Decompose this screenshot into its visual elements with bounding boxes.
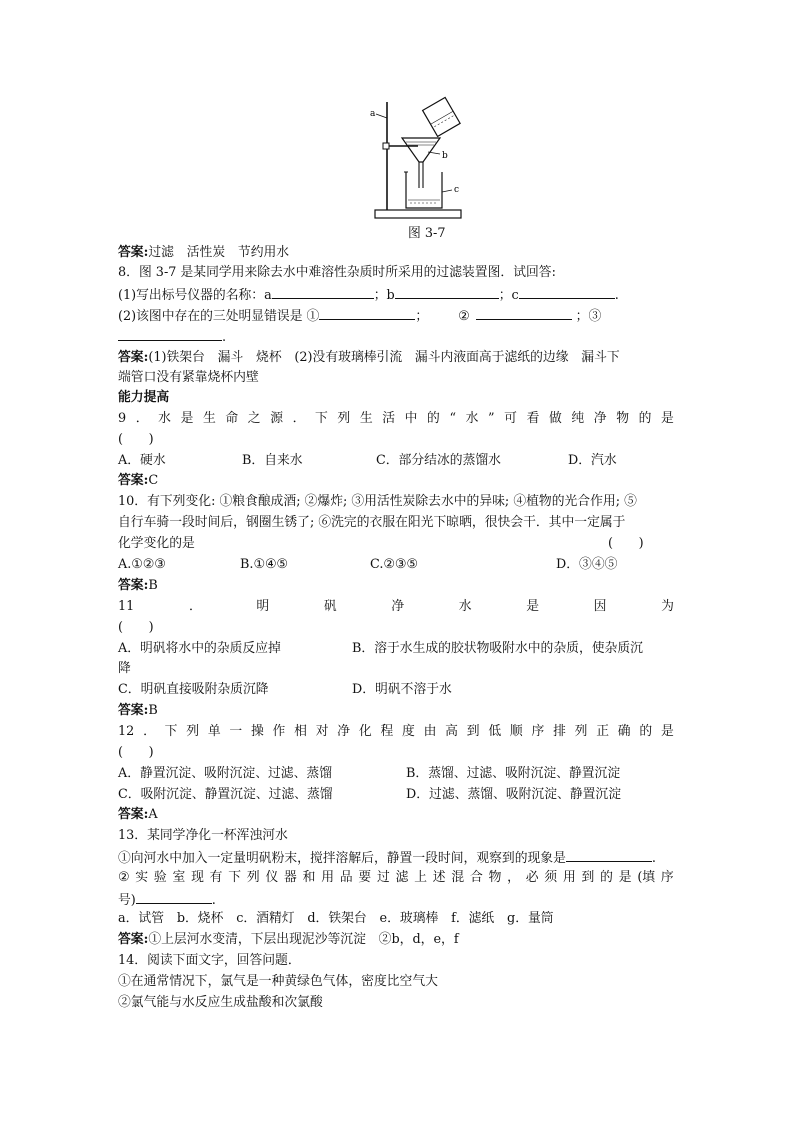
- q9-stem-char: 中: [404, 411, 418, 426]
- q12-stem-char: 的: [639, 724, 653, 739]
- q11-stem-char: 明: [256, 599, 270, 614]
- q10-option-d[interactable]: D．③④⑤: [556, 557, 618, 572]
- q10-line2: 自行车骑一段时间后，钢圈生锈了; ⑥洗完的衣服在阳光下晾晒，很快会干．其中一定属于: [118, 515, 626, 530]
- q9-stem-char: 之: [247, 411, 261, 426]
- q14-line1: ①在通常情况下，氯气是一种黄绿色气体，密度比空气大: [118, 974, 438, 989]
- q10-answer: 答案:B: [118, 578, 158, 593]
- q11-stem-char: 是: [526, 599, 540, 614]
- q8-part2-cont: .: [118, 327, 226, 347]
- section-title: 能力提高: [118, 390, 170, 405]
- q9-stem-char: 的: [638, 411, 652, 426]
- q13-blank-1[interactable]: [566, 848, 652, 862]
- q13-part2-char: 要: [358, 870, 372, 885]
- q9-stem-char: 的: [427, 411, 440, 426]
- q9-stem-char: 活: [382, 411, 396, 426]
- q12-stem-char: 操: [250, 724, 264, 739]
- q9-stem-char: 水: [465, 411, 479, 426]
- q9-stem-char: 是: [661, 411, 674, 426]
- q12-stem-char: 化: [358, 724, 372, 739]
- q12-option-b[interactable]: B．蒸馏、过滤、吸附沉淀、静置沉淀: [406, 766, 621, 781]
- q12-stem-char: 程: [380, 724, 394, 739]
- q9-stem-char: “: [449, 411, 456, 426]
- q9-stem-char: 看: [526, 411, 540, 426]
- q8-stem: 8．图 3-7 是某同学用来除去水中难溶性杂质时所采用的过滤装置图．试回答:: [118, 265, 556, 280]
- q10-options: [118, 556, 678, 574]
- q12-stem-char: 到: [466, 724, 480, 739]
- q9-stem-char: 是: [180, 411, 194, 426]
- q9-option-b[interactable]: B．自来水: [242, 453, 303, 468]
- q12-paren: ( ): [118, 745, 154, 760]
- q13-part2-char: 到: [581, 870, 595, 885]
- q13-part2-char: 须: [544, 870, 558, 885]
- q13-blank-2[interactable]: [136, 890, 212, 904]
- q12-stem-char: 下: [164, 724, 178, 739]
- q11-answer: 答案:B: [118, 703, 158, 718]
- q13-part2-char: 合: [469, 870, 483, 885]
- q13-part2-char: 仪: [265, 870, 279, 885]
- q9-stem-char: ”: [488, 411, 495, 426]
- q8-answer: 答案:(1)铁架台 漏斗 烧杯 (2)没有玻璃棒引流 漏斗内液面高于滤纸的边缘 漏斗下: [118, 350, 620, 365]
- q11-stem-char: 水: [458, 599, 472, 614]
- q12-stem: [118, 723, 674, 741]
- q12-stem-char: 列: [574, 724, 588, 739]
- q8-blank-3[interactable]: [118, 327, 222, 341]
- q11-stem: [118, 598, 674, 616]
- q12-stem-char: 一: [229, 724, 243, 739]
- q9-option-d[interactable]: D．汽水: [568, 453, 617, 468]
- q11-stem-char: ．: [188, 599, 202, 614]
- q13-part2-char: 滤: [395, 870, 409, 885]
- q13-part2-char: 过: [377, 870, 390, 885]
- q10-option-a[interactable]: A.①②③: [118, 557, 166, 572]
- q9-stem-char: ．: [135, 411, 149, 426]
- q13-part2-char: 物: [488, 870, 502, 885]
- q9-stem-char: 水: [158, 411, 171, 426]
- q13-part2: [118, 869, 674, 887]
- q12-option-c[interactable]: C．吸附沉淀、静置沉淀、过滤、蒸馏: [118, 787, 333, 802]
- q13-part1: ①向河水中加入一定量明矾粉末，搅拌溶解后，静置一段时间，观察到的现象是 .: [118, 848, 656, 868]
- q11-option-a[interactable]: A．明矾将水中的杂质反应掉: [118, 641, 281, 656]
- q13-items: a．试管 b．烧杯 c．酒精灯 d．铁架台 e．玻璃棒 f．滤纸 g．量筒: [118, 911, 554, 926]
- filtration-diagram: [370, 96, 470, 226]
- q8-blank-b[interactable]: [395, 285, 499, 299]
- q9-options: [118, 452, 678, 470]
- q13-part2-char: 序: [660, 870, 674, 885]
- q10-option-b[interactable]: B.①④⑤: [240, 557, 288, 572]
- q13-part2-char: 用: [321, 870, 335, 885]
- q8-part2: (2)该图中存在的三处明显错误是 ① ； ② ；③: [118, 306, 601, 326]
- q9-stem-char: 净: [593, 411, 607, 426]
- filtration-apparatus-figure: [370, 96, 470, 236]
- q12-stem-char: 排: [553, 724, 566, 739]
- stand-base: [375, 210, 461, 218]
- q9-stem-char: 下: [315, 411, 328, 426]
- q12-stem-char: 低: [488, 724, 502, 739]
- q13-part2-char: 下: [228, 870, 242, 885]
- q9-stem-char: 做: [548, 411, 562, 426]
- q12-stem-char: 净: [337, 724, 351, 739]
- label-c: c: [454, 185, 460, 195]
- q11-options-cd: [118, 681, 678, 699]
- q12-option-d[interactable]: D．过滤、蒸馏、吸附沉淀、静置沉淀: [406, 787, 622, 802]
- q13-part2-char: 有: [209, 870, 223, 885]
- q11-paren: ( ): [118, 620, 154, 635]
- figure-caption: 图 3-7: [408, 226, 446, 241]
- q13-part2-char: 混: [451, 870, 465, 885]
- q13-part2-char: 必: [525, 870, 539, 885]
- q8-blank-2[interactable]: [476, 306, 572, 320]
- q12-stem-char: 度: [402, 724, 415, 739]
- q13-part2-char: 室: [172, 870, 186, 885]
- q12-option-a[interactable]: A．静置沉淀、吸附沉淀、过滤、蒸馏: [118, 766, 332, 781]
- q11-option-d[interactable]: D．明矾不溶于水: [352, 682, 452, 697]
- q9-answer: 答案:C: [118, 473, 159, 488]
- q10-line1: 10．有下列变化: ①粮食酿成酒; ②爆炸; ③用活性炭除去水中的异味; ④植物的光合作用; ⑤: [118, 494, 637, 509]
- q13-part2-char: 的: [600, 870, 613, 885]
- q13-part2-char: 现: [191, 870, 204, 885]
- q12-stem-char: 序: [531, 724, 545, 739]
- label-b: b: [442, 151, 448, 161]
- q12-stem-char: 相: [294, 724, 307, 739]
- q13-part2-char: 列: [246, 870, 260, 885]
- prev-answer: 答案:过滤 活性炭 节约用水: [118, 245, 290, 260]
- q11-stem-char: 11: [118, 599, 135, 614]
- q9-stem-char: 生: [202, 411, 216, 426]
- q14-line2: ②氯气能与水反应生成盐酸和次氯酸: [118, 995, 323, 1010]
- q12-stem-char: 单: [207, 724, 221, 739]
- pouring-beaker: [423, 97, 461, 136]
- q8-blank-c[interactable]: [519, 285, 615, 299]
- q12-options-cd: [118, 786, 678, 804]
- q13-part2-char: 和: [302, 870, 316, 885]
- q11-option-c[interactable]: C．明矾直接吸附杂质沉降: [118, 682, 269, 697]
- q12-stem-char: 顺: [509, 724, 523, 739]
- q9-paren: ( ): [118, 432, 154, 447]
- q14-stem: 14．阅读下面文字，回答问题．: [118, 953, 301, 968]
- q9-stem-char: 纯: [571, 411, 585, 426]
- q11-option-b-cont: 降: [118, 661, 131, 676]
- q11-stem-char: 为: [661, 599, 674, 614]
- q13-part2-char: 上: [414, 870, 427, 885]
- q12-stem-char: 确: [617, 724, 631, 739]
- q12-stem-char: 由: [423, 724, 437, 739]
- q9-stem-char: 生: [359, 411, 373, 426]
- q9-option-c[interactable]: C．部分结冰的蒸馏水: [376, 453, 501, 468]
- q13-part2-char: 是: [618, 870, 632, 885]
- q11-options-ab: [118, 640, 678, 658]
- q11-option-b[interactable]: B．溶于水生成的胶状物吸附水中的杂质，使杂质沉: [352, 641, 643, 656]
- q13-part2-cont: 号) .: [118, 890, 216, 910]
- q9-stem-char: 源: [270, 411, 283, 426]
- receiving-beaker: [406, 172, 442, 208]
- label-a: a: [370, 109, 376, 119]
- q10-option-c[interactable]: C.②③⑤: [370, 557, 418, 572]
- q9-stem-char: 命: [225, 411, 239, 426]
- q11-stem-char: 净: [391, 599, 405, 614]
- q12-stem-char: 列: [186, 724, 200, 739]
- q12-stem-char: ．: [143, 724, 156, 739]
- q9-stem-char: 列: [337, 411, 351, 426]
- q9-stem-char: 物: [616, 411, 629, 426]
- funnel: [402, 138, 440, 162]
- q13-part2-char: 述: [432, 870, 446, 885]
- q9-stem-char: ．: [292, 411, 306, 426]
- q12-stem-char: 对: [315, 724, 329, 739]
- q13-part2-char: 器: [284, 870, 297, 885]
- q9-stem-char: 可: [504, 411, 517, 426]
- q13-part2-char: 品: [339, 870, 353, 885]
- q9-stem-char: 9: [118, 411, 127, 426]
- q9-stem: [118, 410, 674, 428]
- q12-answer: 答案:A: [118, 807, 158, 822]
- q12-stem-char: 作: [272, 724, 286, 739]
- q11-stem-char: 矾: [323, 599, 337, 614]
- q12-options-ab: [118, 765, 678, 783]
- q12-stem-char: 12: [118, 724, 135, 739]
- q8-part1: (1)写出标号仪器的名称：a ；b ；c .: [118, 285, 619, 305]
- q13-part2-char: 验: [153, 870, 167, 885]
- q9-option-a[interactable]: A．硬水: [118, 453, 166, 468]
- q13-stem: 13．某同学净化一杯浑浊河水: [118, 828, 288, 843]
- q8-blank-a[interactable]: [272, 285, 374, 299]
- q13-part2-char: ，: [507, 870, 520, 885]
- q13-answer: 答案:①上层河水变清，下层出现泥沙等沉淀 ②b，d，e，f: [118, 932, 459, 947]
- q13-part2-char: 实: [135, 870, 149, 885]
- q12-stem-char: 正: [596, 724, 610, 739]
- q12-stem-char: 高: [445, 724, 458, 739]
- q8-answer-line2: 端管口没有紧靠烧杯内壁: [118, 370, 259, 385]
- q13-part2-char: 用: [562, 870, 576, 885]
- q8-blank-1[interactable]: [319, 306, 415, 320]
- q12-stem-char: 是: [660, 724, 674, 739]
- q13-part2-char: (填: [637, 870, 656, 885]
- q13-part2-char: ②: [118, 870, 130, 885]
- q10-line3: 化学变化的是 ( ): [118, 536, 644, 551]
- q11-stem-char: 因: [593, 599, 607, 614]
